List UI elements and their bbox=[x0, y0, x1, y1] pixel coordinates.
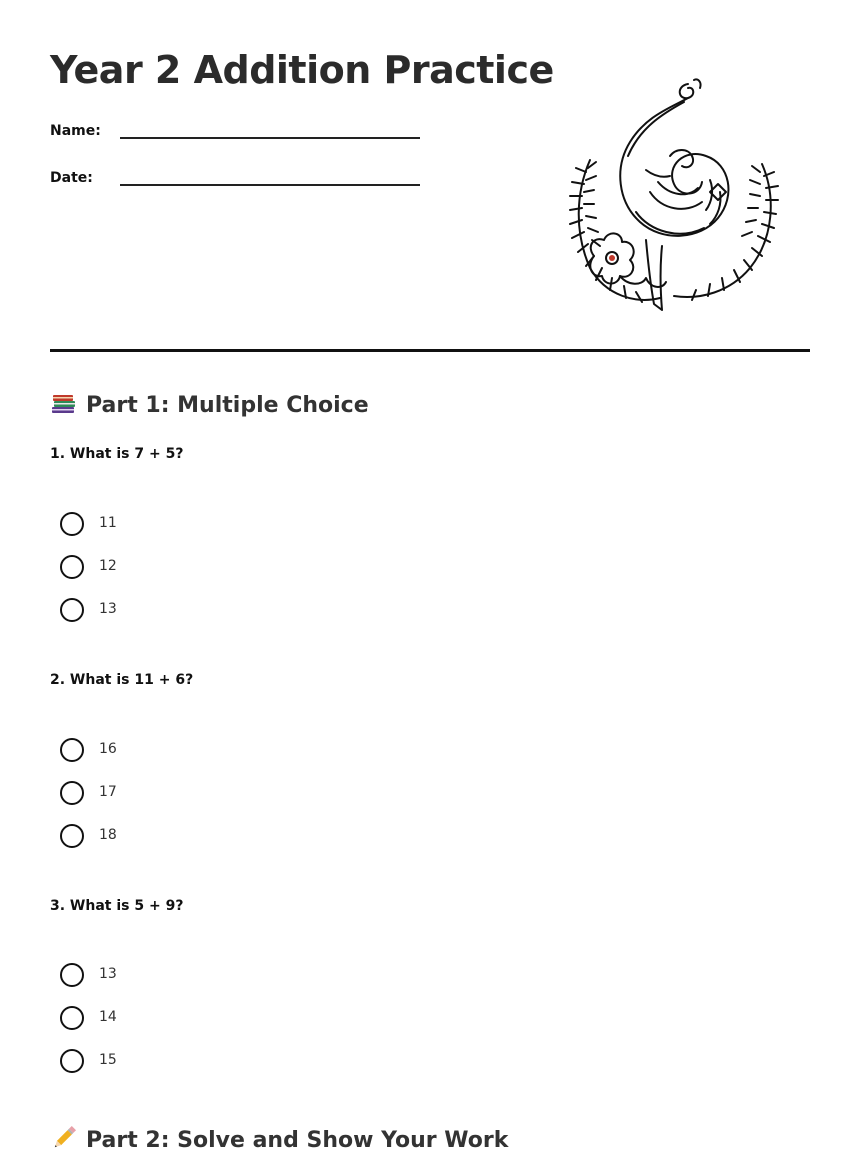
date-field-row bbox=[50, 170, 430, 200]
radio-button[interactable] bbox=[60, 963, 84, 987]
question-2: 2. What is 11 + 6? bbox=[50, 672, 194, 688]
option-label: 13 bbox=[99, 601, 117, 617]
question-1: 1. What is 7 + 5? bbox=[50, 446, 184, 462]
option-label: 18 bbox=[99, 827, 117, 843]
question-1-option-3[interactable] bbox=[60, 598, 260, 624]
page-title: Year 2 Addition Practice bbox=[50, 48, 554, 92]
option-label: 17 bbox=[99, 784, 117, 800]
question-2-option-1[interactable] bbox=[60, 738, 260, 764]
option-label: 13 bbox=[99, 966, 117, 982]
question-3: 3. What is 5 + 9? bbox=[50, 898, 184, 914]
part2-heading bbox=[50, 1125, 508, 1153]
question-3-option-3[interactable] bbox=[60, 1049, 260, 1075]
koru-fern-ornament-icon bbox=[550, 72, 786, 316]
name-field[interactable] bbox=[120, 137, 420, 139]
part1-heading-text: Part 1: Multiple Choice bbox=[86, 393, 369, 418]
question-3-option-1[interactable] bbox=[60, 963, 260, 989]
name-field-row bbox=[50, 123, 430, 153]
radio-button[interactable] bbox=[60, 824, 84, 848]
part2-heading-text: Part 2: Solve and Show Your Work bbox=[86, 1128, 509, 1153]
question-2-option-2[interactable] bbox=[60, 781, 260, 807]
question-1-option-1[interactable] bbox=[60, 512, 260, 538]
date-field[interactable] bbox=[120, 184, 420, 186]
option-label: 12 bbox=[99, 558, 117, 574]
radio-button[interactable] bbox=[60, 1049, 84, 1073]
name-label: Name: bbox=[50, 123, 101, 139]
date-label: Date: bbox=[50, 170, 93, 186]
question-1-option-2[interactable] bbox=[60, 555, 260, 581]
radio-button[interactable] bbox=[60, 781, 84, 805]
option-label: 15 bbox=[99, 1052, 117, 1068]
option-label: 16 bbox=[99, 741, 117, 757]
question-3-option-2[interactable] bbox=[60, 1006, 260, 1032]
option-label: 14 bbox=[99, 1009, 117, 1025]
radio-button[interactable] bbox=[60, 1006, 84, 1030]
radio-button[interactable] bbox=[60, 598, 84, 622]
option-label: 11 bbox=[99, 515, 117, 531]
radio-button[interactable] bbox=[60, 512, 84, 536]
part1-heading bbox=[50, 390, 369, 418]
books-icon bbox=[50, 390, 78, 416]
pencil-icon bbox=[50, 1125, 78, 1151]
worksheet-page bbox=[50, 0, 810, 1161]
radio-button[interactable] bbox=[60, 555, 84, 579]
header-divider bbox=[50, 349, 810, 352]
radio-button[interactable] bbox=[60, 738, 84, 762]
question-2-option-3[interactable] bbox=[60, 824, 260, 850]
